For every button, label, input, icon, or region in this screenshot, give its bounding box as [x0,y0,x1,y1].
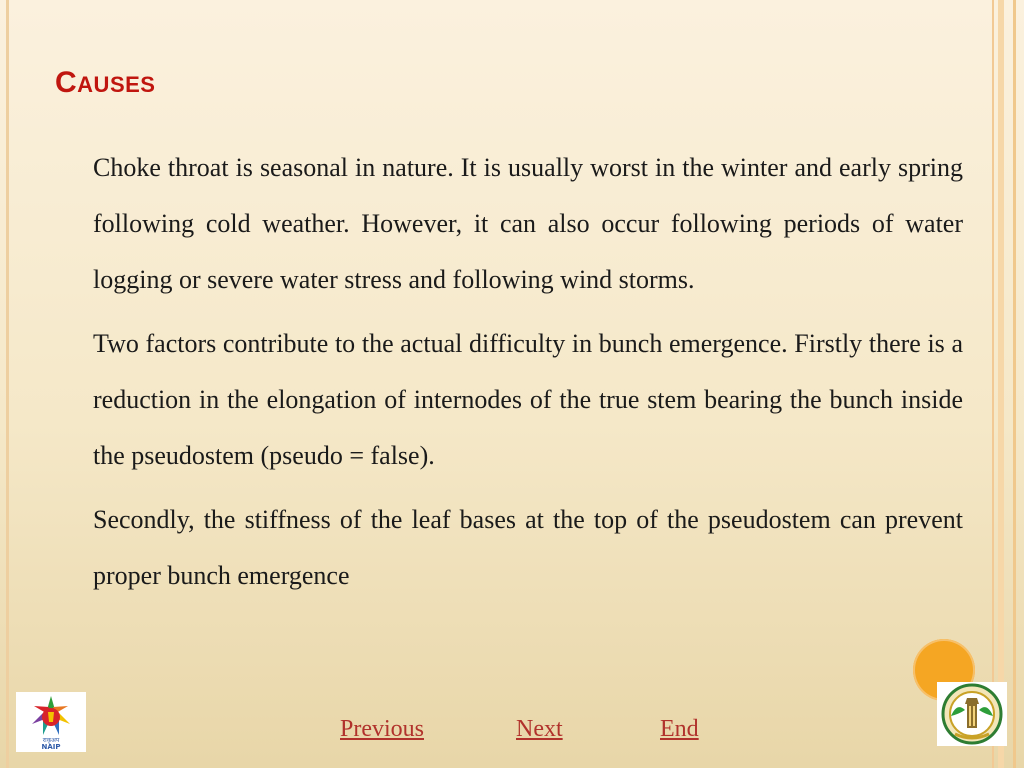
slide-title-initial: C [55,66,78,99]
body-paragraph: Choke throat is seasonal in nature. It is usually worst in the winter and early spring following cold weather. However, it can also occur following periods of water logging or severe water stress and following wind storms. [93,153,963,294]
slide-frame-right [998,0,1004,768]
next-link[interactable]: Next [516,716,563,742]
slide-frame-right [1013,0,1016,768]
body-paragraph: Two factors contribute to the actual difficulty in bunch emergence. Firstly there is a reduction in the elongation of internodes of the true stem bearing the bunch inside the pseudostem (pseudo = false). [93,329,963,470]
previous-link[interactable]: Previous [340,716,424,742]
naip-logo-caption: NAIP [41,743,61,751]
slide-title-rest: AUSES [77,72,156,97]
body-paragraph: Secondly, the stiffness of the leaf bases at the top of the pseudostem can prevent proper bunch emergence [93,505,963,590]
naip-logo-caption-devanagari: राकृअप [42,737,60,744]
end-link[interactable]: End [660,716,699,742]
slide-body [93,140,963,612]
slide-frame-right [992,0,994,768]
slide-frame-left [6,0,9,768]
slide-title [55,66,155,100]
slide-navigation [0,716,1024,746]
